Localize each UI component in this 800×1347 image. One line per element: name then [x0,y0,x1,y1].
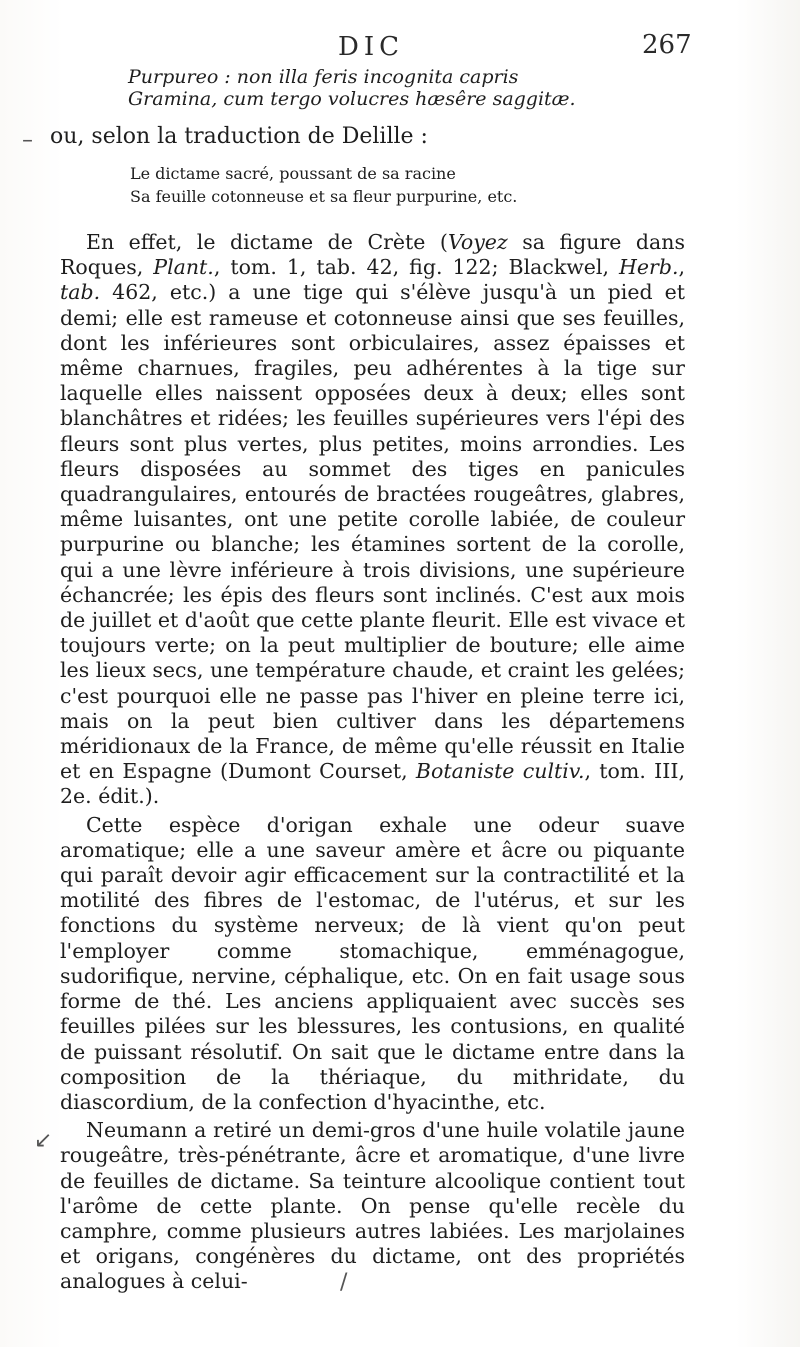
french-verse-line: Sa feuille cotonneuse et sa fleur purpurine, etc. [130,187,518,206]
text-run-italic: Botaniste cultiv. [415,759,585,784]
stray-pen-mark: / [340,1270,348,1295]
page-number: 267 [642,30,692,60]
paragraph-properties: Cette espèce d'origan exhale une odeur suave aromatique; elle a une saveur amère et âcre ou piquante qui paraît devoir agir efficacement sur la contractilité et la motilité des fibres de l'estomac, de l'utérus, et sur les fonctions du système nerveux; de là vient qu'on peut l'employer comme stomachique, emménagogue, sudorifique, nervine, céphalique, etc. On en fait usage sous forme de thé. Les anciens appliquaient avec succès ses feuilles pilées sur les blessures, les contusions, en qualité de puissant résolutif. On sait que le dictame entre dans la composition de la thériaque, du mithridate, du diascordium, de la confection d'hyacinthe, etc. [60,812,685,1114]
running-head: DIC [338,32,405,62]
text-run: En effet, le dictame de Crète ( [86,230,448,254]
text-run-italic: Voyez [447,230,508,254]
text-run-italic: tab. [60,280,101,305]
translation-intro: ou, selon la traduction de Delille : [50,124,428,149]
body-text [60,230,685,1298]
margin-pen-mark: ↙ [34,1128,53,1153]
margin-dash-mark: – [22,128,33,153]
text-run: 462, etc.) a une tige qui s'élève jusqu'à un pied et demi; elle est rameuse et cotonneuse ainsi que ses feuilles, dont les inférieures sont orbiculaires, assez épaisses et même charnues, fragiles, peu adhérentes à la tige sur laquelle elles naissent opposées deux à deux; elles sont blanchâtres et ridées; les feuilles supérieures vers l'épi des fleurs sont plus vertes, plus petites, moins arrondies. Les fleurs disposées au sommet des tiges en panicules quadrangulaires, entourés de bractées rougeâtres, glabres, même luisantes, ont une petite corolle labiée, de couleur purpurine ou blanche; les étamines sortent de la corolle, qui a une lèvre inférieure à trois divisions, une supérieure échancrée; les épis des fleurs sont inclinés. C'est aux mois de juillet et d'août que cette plante fleurit. Elle est vivace et toujours verte; on la peut multiplier de bouture; elle aime les lieux secs, une température chaude, et craint les gelées; c'est pourquoi elle ne passe pas l'hiver en pleine terre ici, mais on la peut bien cultiver dans les départemens méridionaux de la France, de même qu'elle réussit en Italie et en Espagne (Dumont Courset, [60,280,685,784]
french-verse [130,162,517,208]
text-run-italic: Herb. [619,255,679,280]
text-run: , tom. 1, tab. 42, fig. 122; Blackwel, [213,255,620,280]
text-run: , [678,255,685,280]
text-run-italic: Plant. [153,255,214,280]
text-run: , tom. III, 2e. édit.). [60,759,685,809]
text-run: sa figure dans Roques, [60,230,685,280]
latin-verse-line: Purpureo : non illa feris incognita capris [128,66,519,88]
page-header [0,28,800,68]
french-verse-line: Le dictame sacré, poussant de sa racine [130,164,456,183]
paragraph-chemistry: Neumann a retiré un demi-gros d'une huile volatile jaune rougeâtre, très-pénétrante, âcre et aromatique, d'une livre de feuilles de dictame. Sa teinture alcoolique contient tout l'arôme de cette plante. On pense qu'elle recèle du camphre, comme plusieurs autres labiées. Les marjolaines et origans, congénères du dictame, ont des propriétés analogues à celui- [60,1118,685,1294]
latin-verse-line: Gramina, cum tergo volucres hæsêre saggitæ. [128,88,576,110]
paragraph-description [60,230,685,810]
latin-verse [128,66,576,110]
